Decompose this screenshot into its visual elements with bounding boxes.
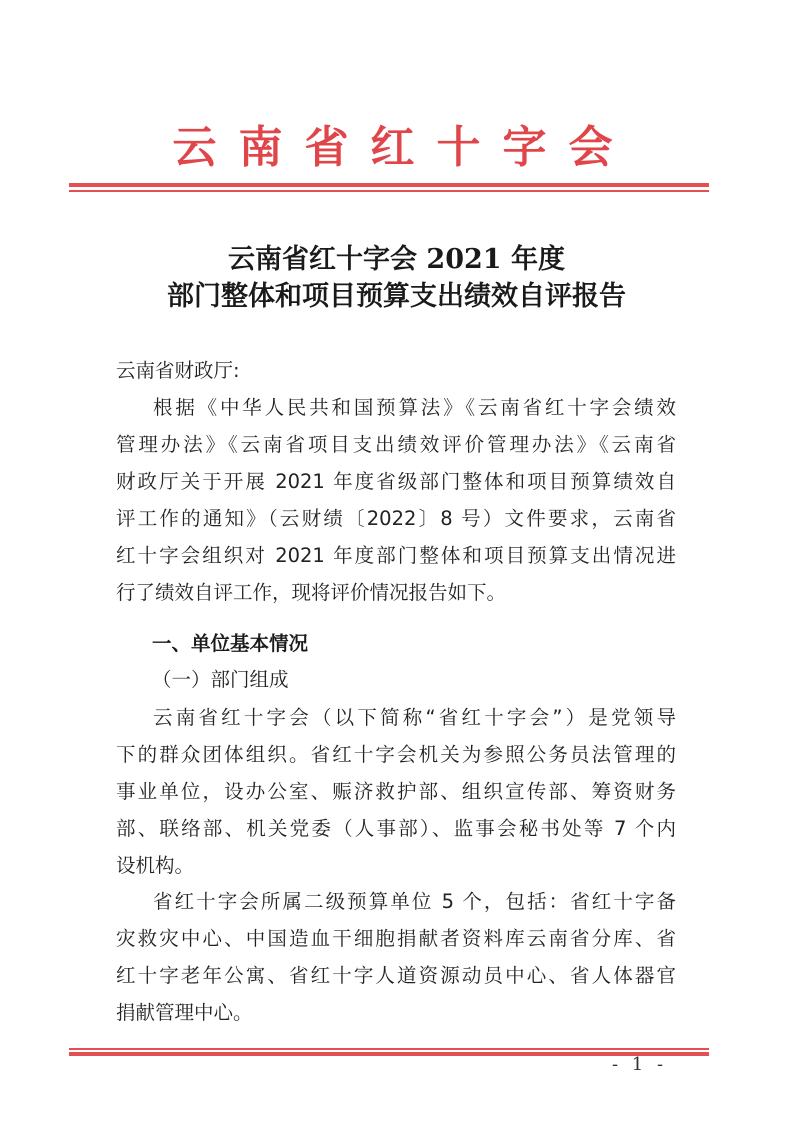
paragraph-line: 云南省红十字会（以下简称“省红十字会”）是党领导 [153,706,676,729]
page-number: - 1 - [612,1054,668,1075]
paragraph-line: 行了绩效自评工作，现将评价情况报告如下。 [116,581,507,604]
header-rule-thin [69,190,709,192]
paragraph-line: 捐献管理中心。 [116,1001,253,1024]
header-rule-thick [69,183,709,187]
section-heading: 一、单位基本情况 [152,632,309,655]
document-title-line1: 云南省红十字会 2021 年度 [228,244,565,275]
paragraph-line: 评工作的通知》（云财绩〔2022〕8 号）文件要求，云南省 [116,507,676,530]
footer-rule-thin [69,1048,709,1050]
paragraph-line: 省红十字会所属二级预算单位 5 个，包括：省红十字备 [153,890,676,913]
document-title-line2: 部门整体和项目预算支出绩效自评报告 [167,281,626,312]
paragraph-line: 部、联络部、机关党委（人事部）、监事会秘书处等 7 个内 [116,817,676,840]
salutation: 云南省财政厅: [116,359,240,382]
paragraph-line: 财政厅关于开展 2021 年度省级部门整体和项目预算绩效自 [116,470,676,493]
paragraph-line: 下的群众团体组织。省红十字会机关为参照公务员法管理的 [116,743,676,766]
paragraph-2 [116,699,676,884]
paragraph-line: 事业单位，设办公室、赈济救护部、组织宣传部、筹资财务 [116,780,676,803]
paragraph-line: 红十字会组织对 2021 年度部门整体和项目预算支出情况进 [116,544,676,567]
paragraph-line: 管理办法》《云南省项目支出绩效评价管理办法》《云南省 [116,433,676,456]
paragraph-line: 红十字老年公寓、省红十字人道资源动员中心、省人体器官 [116,964,676,987]
paragraph-3 [116,883,676,1031]
paragraph-1 [116,389,676,611]
paragraph-line: 根据《中华人民共和国预算法》《云南省红十字会绩效 [153,396,676,419]
org-header: 云南省红十字会 [172,122,635,173]
paragraph-line: 灾救灾中心、中国造血干细胞捐献者资料库云南省分库、省 [116,927,676,950]
subsection-heading: （一）部门组成 [152,668,289,691]
paragraph-line: 设机构。 [116,854,195,877]
